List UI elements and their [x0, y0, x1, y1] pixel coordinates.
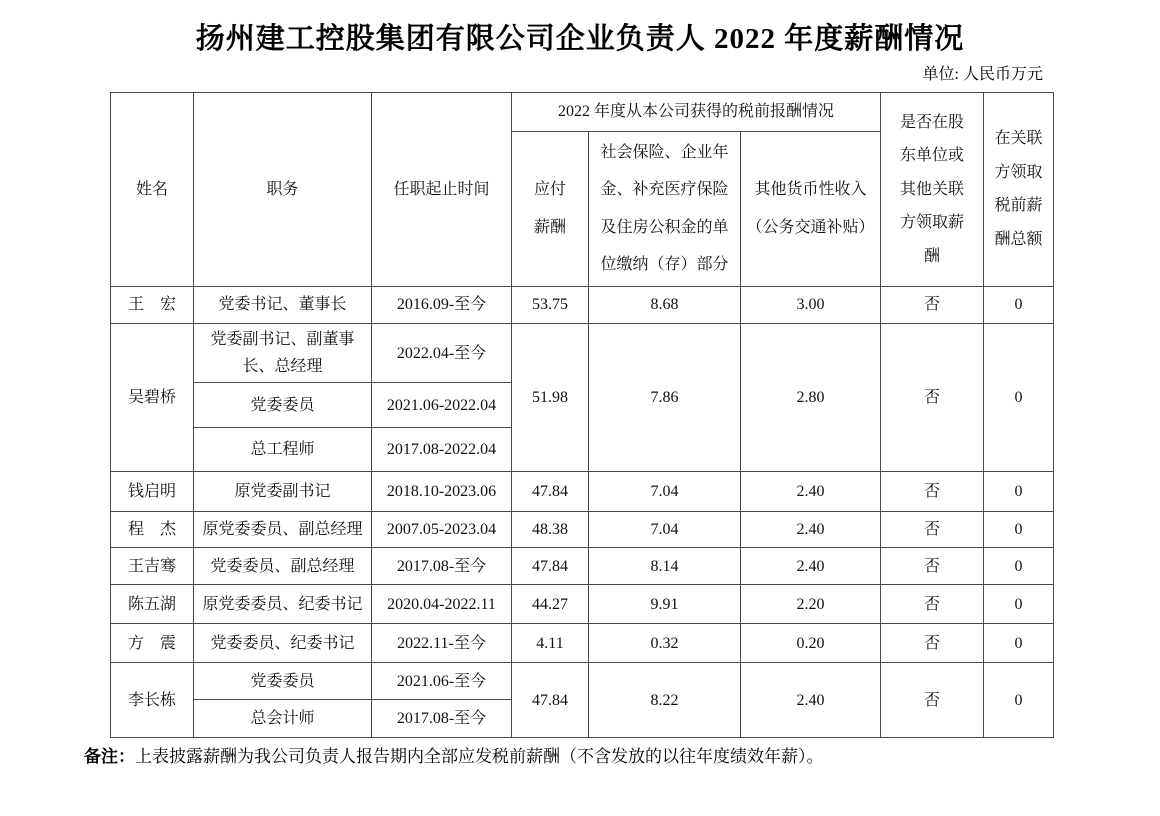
cell-other: 2.40: [741, 472, 881, 512]
cell-related-total: 0: [984, 663, 1054, 738]
cell-social: 9.91: [589, 585, 741, 624]
cell-related-total: 0: [984, 585, 1054, 624]
cell-payable: 51.98: [512, 323, 589, 471]
cell-related-flag: 否: [881, 512, 984, 548]
cell-payable: 44.27: [512, 585, 589, 624]
header-name: 姓名: [111, 93, 194, 287]
unit-label: 单位: 人民币万元: [922, 66, 1043, 83]
cell-term: 2022.11-至今: [372, 624, 512, 663]
cell-related-total: 0: [984, 323, 1054, 471]
cell-name: 李长栋: [111, 663, 194, 738]
cell-term: 2018.10-2023.06: [372, 472, 512, 512]
footer-note-text: 上表披露薪酬为我公司负责人报告期内全部应发税前薪酬（不含发放的以往年度绩效年薪）。: [135, 747, 824, 766]
header-social-insurance: 社会保险、企业年金、补充医疗保险及住房公积金的单位缴纳（存）部分: [589, 131, 741, 286]
header-payable-text: 应付薪酬: [533, 181, 566, 236]
cell-related-flag: 否: [881, 624, 984, 663]
table-row: [111, 663, 1054, 700]
cell-social: 7.04: [589, 512, 741, 548]
cell-related-flag: 否: [881, 323, 984, 471]
cell-position: 总会计师: [194, 700, 372, 738]
cell-other: 3.00: [741, 286, 881, 323]
header-related-party-total: [984, 93, 1054, 287]
cell-social: 0.32: [589, 624, 741, 663]
cell-other: 2.40: [741, 663, 881, 738]
header-related-party-flag: [881, 93, 984, 287]
cell-position: 总工程师: [194, 428, 372, 472]
cell-social: 8.14: [589, 548, 741, 585]
cell-term: 2021.06-至今: [372, 663, 512, 700]
cell-position: 党委委员、副总经理: [194, 548, 372, 585]
cell-social: 7.04: [589, 472, 741, 512]
cell-name: 钱启明: [111, 472, 194, 512]
cell-term: 2022.04-至今: [372, 323, 512, 382]
cell-payable: 47.84: [512, 548, 589, 585]
cell-name: 王吉骞: [111, 548, 194, 585]
cell-term: 2021.06-2022.04: [372, 383, 512, 428]
cell-name: 方 震: [111, 624, 194, 663]
cell-position: 党委副书记、副董事长、总经理: [194, 323, 372, 382]
header-other-income: 其他货币性收入（公务交通补贴）: [741, 131, 881, 286]
header-related-party-total-text: 在关联方领取税前薪酬总额: [994, 130, 1043, 249]
cell-term: 2017.08-至今: [372, 548, 512, 585]
cell-payable: 47.84: [512, 472, 589, 512]
cell-related-flag: 否: [881, 472, 984, 512]
cell-other: 2.80: [741, 323, 881, 471]
table-row: [111, 323, 1054, 382]
cell-other: 2.40: [741, 548, 881, 585]
footer-note: [84, 742, 1084, 767]
cell-payable: 53.75: [512, 286, 589, 323]
cell-position: 党委委员: [194, 383, 372, 428]
header-pretax-group: 2022 年度从本公司获得的税前报酬情况: [512, 93, 881, 132]
cell-related-total: 0: [984, 286, 1054, 323]
cell-other: 2.20: [741, 585, 881, 624]
cell-related-total: 0: [984, 472, 1054, 512]
cell-related-total: 0: [984, 624, 1054, 663]
cell-social: 8.22: [589, 663, 741, 738]
table-row: [111, 512, 1054, 548]
cell-position: 原党委副书记: [194, 472, 372, 512]
cell-term: 2016.09-至今: [372, 286, 512, 323]
header-position: 职务: [194, 93, 372, 287]
footer-note-label: 备注：: [84, 747, 135, 766]
cell-payable: 48.38: [512, 512, 589, 548]
header-related-party-flag-text: 是否在股东单位或其他关联方领取薪酬: [899, 113, 964, 265]
cell-position: 原党委委员、纪委书记: [194, 585, 372, 624]
cell-name: 吴碧桥: [111, 323, 194, 471]
cell-term: 2017.08-至今: [372, 700, 512, 738]
cell-position: 原党委委员、副总经理: [194, 512, 372, 548]
cell-payable: 4.11: [512, 624, 589, 663]
cell-related-flag: 否: [881, 663, 984, 738]
cell-name: 王 宏: [111, 286, 194, 323]
header-payable: [512, 131, 589, 286]
cell-related-flag: 否: [881, 286, 984, 323]
cell-name: 程 杰: [111, 512, 194, 548]
cell-term: 2020.04-2022.11: [372, 585, 512, 624]
table-row: [111, 472, 1054, 512]
cell-other: 0.20: [741, 624, 881, 663]
table-row: [111, 286, 1054, 323]
cell-payable: 47.84: [512, 663, 589, 738]
salary-table: [110, 92, 1054, 738]
table-row: [111, 548, 1054, 585]
page-title: 扬州建工控股集团有限公司企业负责人 2022 年度薪酬情况: [195, 23, 965, 55]
cell-position: 党委委员: [194, 663, 372, 700]
cell-related-flag: 否: [881, 548, 984, 585]
cell-name: 陈五湖: [111, 585, 194, 624]
cell-related-flag: 否: [881, 585, 984, 624]
cell-social: 8.68: [589, 286, 741, 323]
cell-social: 7.86: [589, 323, 741, 471]
cell-term: 2017.08-2022.04: [372, 428, 512, 472]
table-row: [111, 624, 1054, 663]
cell-term: 2007.05-2023.04: [372, 512, 512, 548]
cell-position: 党委书记、董事长: [194, 286, 372, 323]
cell-related-total: 0: [984, 548, 1054, 585]
table-row: [111, 585, 1054, 624]
cell-position: 党委委员、纪委书记: [194, 624, 372, 663]
cell-other: 2.40: [741, 512, 881, 548]
cell-related-total: 0: [984, 512, 1054, 548]
header-term: 任职起止时间: [372, 93, 512, 287]
